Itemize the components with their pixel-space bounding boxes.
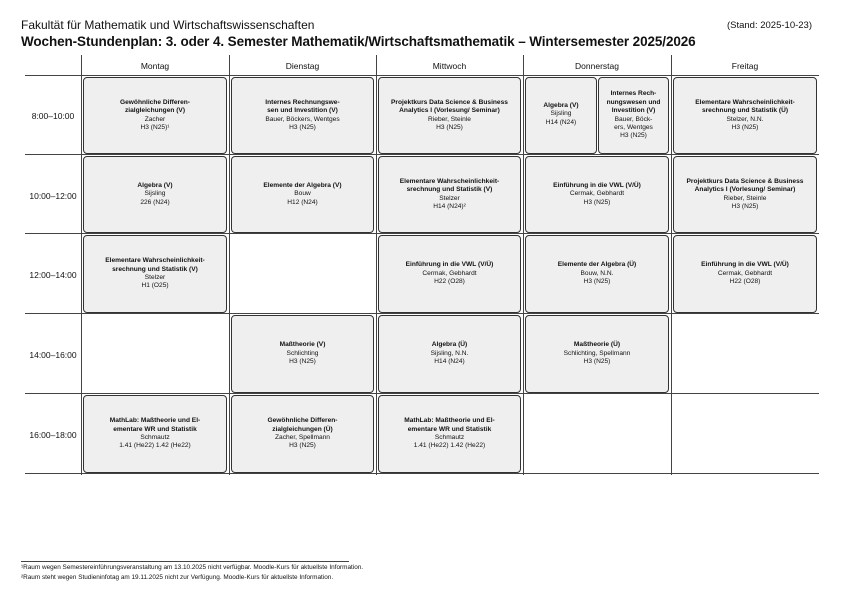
course-cell[interactable] bbox=[378, 77, 521, 154]
course-room: 226 (N24) bbox=[140, 198, 170, 206]
course-cell[interactable] bbox=[83, 235, 227, 313]
course-lecturer: Cermak, Gebhardt bbox=[569, 190, 625, 198]
course-room: H3 (N25) bbox=[436, 123, 463, 131]
timetable-grid bbox=[25, 55, 819, 475]
course-room: H22 (O28) bbox=[434, 278, 465, 286]
course-cell[interactable] bbox=[378, 395, 521, 473]
course-lecturer: Cermak, Gebhardt bbox=[717, 269, 773, 277]
time-label: 8:00–10:00 bbox=[31, 111, 75, 121]
time-label: 16:00–18:00 bbox=[29, 430, 77, 440]
course-cell[interactable] bbox=[231, 395, 374, 473]
course-room: H14 (N24) bbox=[434, 358, 465, 366]
course-room: H14 (N24) bbox=[545, 118, 577, 126]
course-lecturer: Schlichting, Spellmann bbox=[563, 349, 631, 357]
course-lecturer: Stelzer bbox=[144, 274, 166, 281]
course-cell[interactable] bbox=[83, 77, 227, 154]
grid-line bbox=[25, 313, 819, 314]
grid-line bbox=[25, 233, 819, 234]
course-lecturer: Schmautz bbox=[434, 434, 465, 441]
course-title: Elementare Wahrscheinlichkeit- srechnung und Statistik (Ü) bbox=[695, 98, 795, 115]
time-label: 10:00–12:00 bbox=[29, 191, 77, 201]
course-title: Algebra (V) bbox=[137, 181, 173, 189]
course-lecturer: Schmautz bbox=[140, 434, 170, 441]
course-cell[interactable] bbox=[83, 395, 227, 473]
course-title: Algebra (V) bbox=[543, 102, 579, 109]
course-room: H3 (N25) bbox=[731, 123, 759, 131]
status-date: (Stand: 2025-10-23) bbox=[726, 20, 812, 31]
day-header-dienstag: Dienstag bbox=[285, 61, 320, 71]
course-cell[interactable] bbox=[378, 315, 521, 393]
course-title: Elementare Wahrscheinlichkeit- srechnung und Statistik (V) bbox=[105, 257, 205, 273]
footnote-divider bbox=[21, 561, 349, 562]
course-lecturer: Rieber, Steinle bbox=[723, 194, 767, 202]
course-title: Elemente der Algebra (Ü) bbox=[557, 261, 637, 269]
course-cell[interactable] bbox=[598, 77, 669, 154]
course-cell[interactable] bbox=[378, 235, 521, 313]
course-title: Elementare Wahrscheinlichkeit- srechnung und Statistik (V) bbox=[399, 177, 500, 194]
faculty-name: Fakultät für Mathematik und Wirtschaftswissenschaften bbox=[21, 18, 315, 32]
course-title: Einführung in die VWL (V/Ü) bbox=[553, 181, 641, 189]
day-header-mittwoch: Mittwoch bbox=[432, 61, 467, 71]
course-lecturer: Bauer, Böck- ers, Wentges bbox=[614, 115, 653, 131]
course-title: MathLab: Maßtheorie und El- ementare WR und Statistik bbox=[404, 417, 495, 433]
course-title: Elemente der Algebra (V) bbox=[263, 181, 342, 189]
course-cell[interactable] bbox=[231, 77, 374, 154]
course-title: Maßtheorie (V) bbox=[279, 341, 326, 349]
course-lecturer: Zacher, Spellmann bbox=[275, 434, 330, 441]
course-cell[interactable] bbox=[231, 156, 374, 233]
course-lecturer: Bouw, N.N. bbox=[580, 269, 614, 277]
course-title: MathLab: Maßtheorie und El- ementare WR und Statistik bbox=[109, 417, 201, 433]
course-cell[interactable] bbox=[673, 235, 817, 313]
course-title: Internes Rech- nungswesen und Investition (V) bbox=[606, 90, 661, 115]
course-room: H22 (O28) bbox=[729, 278, 761, 286]
grid-line bbox=[25, 473, 819, 474]
course-room: H3 (N25) bbox=[289, 442, 316, 450]
footnote: ¹Raum wegen Semestereinführungsveranstaltung am 13.10.2025 nicht verfügbar. Moodle-Kurs für aktuellste Information. bbox=[21, 564, 364, 571]
course-room: H12 (N24) bbox=[287, 198, 318, 206]
course-title: Internes Rechnungswe- sen und Investition (V) bbox=[265, 98, 340, 115]
course-cell[interactable] bbox=[525, 156, 669, 233]
grid-line bbox=[523, 55, 524, 475]
grid-line bbox=[25, 393, 819, 394]
course-title: Einführung in die VWL (V/Ü) bbox=[701, 261, 789, 269]
course-lecturer: Sijsling bbox=[144, 190, 166, 198]
course-room: H3 (N25)¹ bbox=[140, 123, 170, 131]
day-header-donnerstag: Donnerstag bbox=[575, 61, 619, 71]
course-lecturer: Zacher bbox=[144, 115, 166, 123]
course-room: 1.41 (He22) 1.42 (He22) bbox=[119, 442, 191, 450]
course-room: H3 (N25) bbox=[731, 202, 759, 210]
page-title: Wochen-Stundenplan: 3. oder 4. Semester Mathematik/Wirtschaftsmathematik – Wintersemester 2025/2026 bbox=[21, 34, 696, 49]
course-cell[interactable] bbox=[378, 156, 521, 233]
course-room: H3 (N25) bbox=[289, 123, 316, 131]
grid-line bbox=[81, 55, 82, 475]
course-lecturer: Stelzer, N.N. bbox=[726, 115, 764, 123]
course-lecturer: Bauer, Böckers, Wentges bbox=[265, 115, 340, 123]
course-cell[interactable] bbox=[83, 156, 227, 233]
course-title: Gewöhnliche Differen- zialgleichungen (V) bbox=[120, 98, 190, 115]
course-title: Projektkurs Data Science & Business Analytics I (Vorlesung/ Seminar) bbox=[391, 98, 508, 115]
grid-line bbox=[376, 55, 377, 475]
course-room: H14 (N24)² bbox=[433, 202, 466, 210]
course-room: H3 (N25) bbox=[583, 198, 611, 206]
grid-line bbox=[25, 75, 819, 76]
course-room: H3 (N25) bbox=[583, 358, 611, 366]
course-lecturer: Schlichting bbox=[286, 349, 319, 357]
course-title: Projektkurs Data Science & Business Analytics I (Vorlesung/ Seminar) bbox=[686, 177, 804, 194]
course-lecturer: Stelzer bbox=[439, 194, 460, 202]
course-title: Gewöhnliche Differen- zialgleichungen (Ü) bbox=[267, 417, 338, 433]
day-header-freitag: Freitag bbox=[731, 61, 759, 71]
footnote: ²Raum steht wegen Studieninfotag am 19.11.2025 nicht zur Verfügung. Moodle-Kurs für aktuellste Information. bbox=[21, 574, 334, 581]
course-cell[interactable] bbox=[525, 235, 669, 313]
course-title: Einführung in die VWL (V/Ü) bbox=[405, 261, 494, 269]
course-lecturer: Cermak, Gebhardt bbox=[422, 269, 477, 277]
course-title: Maßtheorie (Ü) bbox=[573, 341, 621, 349]
course-room: H3 (N25) bbox=[289, 358, 316, 366]
course-lecturer: Bouw bbox=[294, 190, 311, 198]
grid-line bbox=[25, 154, 819, 155]
course-room: H3 (N25) bbox=[620, 132, 647, 140]
course-room: 1.41 (He22) 1.42 (He22) bbox=[413, 442, 486, 450]
course-room: H3 (N25) bbox=[583, 278, 611, 286]
time-label: 14:00–16:00 bbox=[29, 350, 77, 360]
day-header-montag: Montag bbox=[140, 61, 170, 71]
course-room: H1 (O25) bbox=[141, 282, 169, 290]
course-cell[interactable] bbox=[673, 156, 817, 233]
course-cell[interactable] bbox=[525, 315, 669, 393]
course-lecturer: Sijsling, N.N. bbox=[430, 349, 469, 357]
course-lecturer: Sijsling bbox=[550, 110, 572, 118]
course-cell[interactable] bbox=[231, 315, 374, 393]
course-title: Algebra (Ü) bbox=[431, 341, 468, 349]
grid-line bbox=[229, 55, 230, 475]
time-label: 12:00–14:00 bbox=[29, 270, 77, 280]
course-cell[interactable] bbox=[525, 77, 597, 154]
grid-line bbox=[671, 55, 672, 475]
course-cell[interactable] bbox=[673, 77, 817, 154]
course-lecturer: Rieber, Steinle bbox=[428, 115, 471, 123]
